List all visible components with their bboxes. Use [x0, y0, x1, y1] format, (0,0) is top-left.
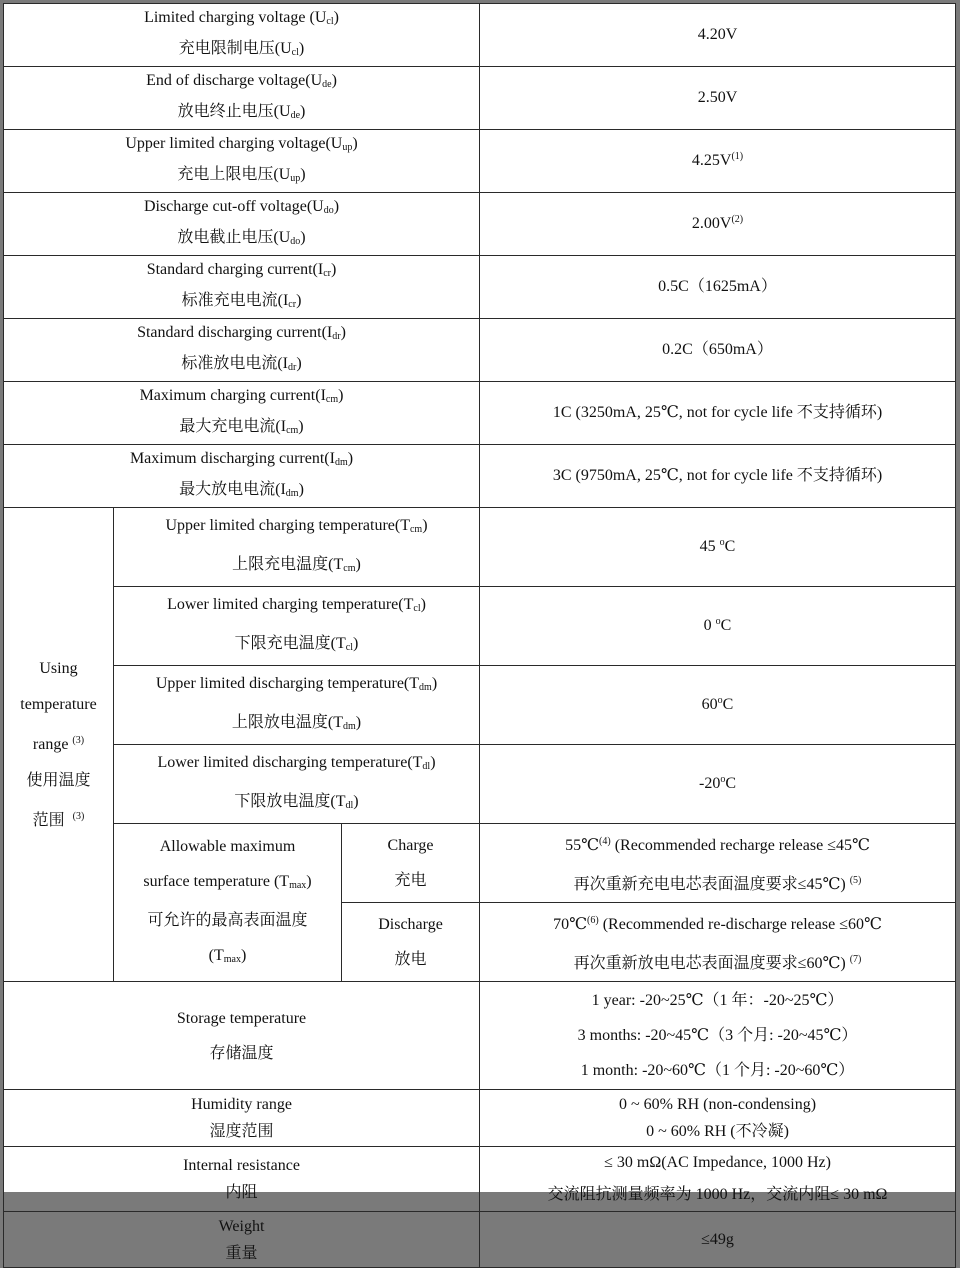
charge-label: Charge 充电 [342, 824, 480, 903]
table-row [4, 382, 956, 445]
table-row [4, 1090, 956, 1147]
param-label: Upper limited charging $voltage(U_{up})$ 充电上限电压$(U_{up})$ [4, 130, 480, 193]
param-value: 0.2C（650mA） [480, 319, 956, 382]
param-label: Discharge cut-off $voltage(U_{do})$ 放电截止电压$(U_{do})$ [4, 193, 480, 256]
table-row [4, 508, 956, 587]
table-row [4, 256, 956, 319]
param-label: Limited charging voltage $(U_{cl})$ 充电限制电压$(U_{cl})$ [4, 4, 480, 67]
param-value: 60$^o$C [480, 666, 956, 745]
humidity-value: 0 ~ 60% RH (non-condensing) 0 ~ 60% RH (不冷凝) [480, 1090, 956, 1147]
param-value: 0.5C（1625mA） [480, 256, 956, 319]
table-row [4, 445, 956, 508]
param-label: Upper limited charging $temperature(T_{cm})$ 上限充电温度$(T_{cm})$ [114, 508, 480, 587]
battery-spec-table [3, 3, 956, 1268]
table-row [4, 824, 956, 903]
temp-group-label: Using temperature range $^{(3)}$ 使用温度 范围 $^{(3)}$ [4, 508, 114, 982]
storage-label: Storage temperature 存储温度 [4, 982, 480, 1090]
table-row [4, 4, 956, 67]
table-row [4, 319, 956, 382]
param-label: Lower limited charging $temperature(T_{cl})$ 下限充电温度$(T_{cl})$ [114, 587, 480, 666]
param-value: 1C (3250mA, 25℃, not for cycle life 不支持循环) [480, 382, 956, 445]
param-value: 0 $^o$C [480, 587, 956, 666]
param-value: $2.00V^{(2)}$ [480, 193, 956, 256]
table-row [4, 130, 956, 193]
param-label: Standard charging $current(I_{cr})$ 标准充电电流$(I_{cr})$ [4, 256, 480, 319]
param-label: Lower limited discharging $temperature(T_{dl})$ 下限放电温度$(T_{dl})$ [114, 745, 480, 824]
param-label: Standard discharging $current(I_{dr})$ 标准放电电流$(I_{dr})$ [4, 319, 480, 382]
param-label: Maximum discharging $current(I_{dm})$ 最大放电电流$(I_{dm})$ [4, 445, 480, 508]
charge-surface-value: 55℃$^{(4)}$ (Recommended recharge release ≤45℃ 再次重新充电电芯表面温度要求≤45℃) $^{(5)}$ [480, 824, 956, 903]
table-row [4, 745, 956, 824]
param-value: -20$^o$C [480, 745, 956, 824]
param-value: 45 $^o$C [480, 508, 956, 587]
table-row [4, 1147, 956, 1212]
table-row [4, 193, 956, 256]
discharge-surface-value: 70℃$^{(6)}$ (Recommended re-discharge release ≤60℃ 再次重新放电电芯表面温度要求≤60℃) $^{(7)}$ [480, 903, 956, 982]
param-value: 2.50V [480, 67, 956, 130]
humidity-label: Humidity range 湿度范围 [4, 1090, 480, 1147]
param-value: $4.25V^{(1)}$ [480, 130, 956, 193]
param-label: End of discharge $voltage(U_{de})$ 放电终止电压$(U_{de})$ [4, 67, 480, 130]
table-row [4, 67, 956, 130]
storage-value: 1 year: -20~25℃（1 年：-20~25℃） 3 months: -20~45℃（3 个月: -20~45℃） 1 month: -20~60℃（1 个月: -20~60℃） [480, 982, 956, 1090]
weight-label: Weight 重量 [4, 1212, 480, 1268]
table-row [4, 587, 956, 666]
param-value: 3C (9750mA, 25℃, not for cycle life 不支持循环) [480, 445, 956, 508]
table-row [4, 982, 956, 1090]
resistance-value: ≤ 30 mΩ(AC Impedance, 1000 Hz) 交流阻抗测量频率为 1000 Hz，交流内阻≤ 30 mΩ [480, 1147, 956, 1212]
table-row [4, 1212, 956, 1268]
discharge-label: Discharge 放电 [342, 903, 480, 982]
resistance-label: Internal resistance 内阻 [4, 1147, 480, 1212]
surface-temp-label: Allowable maximum surface temperature $(T_{max})$ 可允许的最高表面温度 $(T_{max})$ [114, 824, 342, 982]
table-row [4, 666, 956, 745]
param-value: 4.20V [480, 4, 956, 67]
spec-page [3, 3, 955, 1262]
weight-value: ≤49g [480, 1212, 956, 1268]
param-label: Maximum charging $current(I_{cm})$ 最大充电电流$(I_{cm})$ [4, 382, 480, 445]
param-label: Upper limited discharging $temperature(T_{dm})$ 上限放电温度$(T_{dm})$ [114, 666, 480, 745]
